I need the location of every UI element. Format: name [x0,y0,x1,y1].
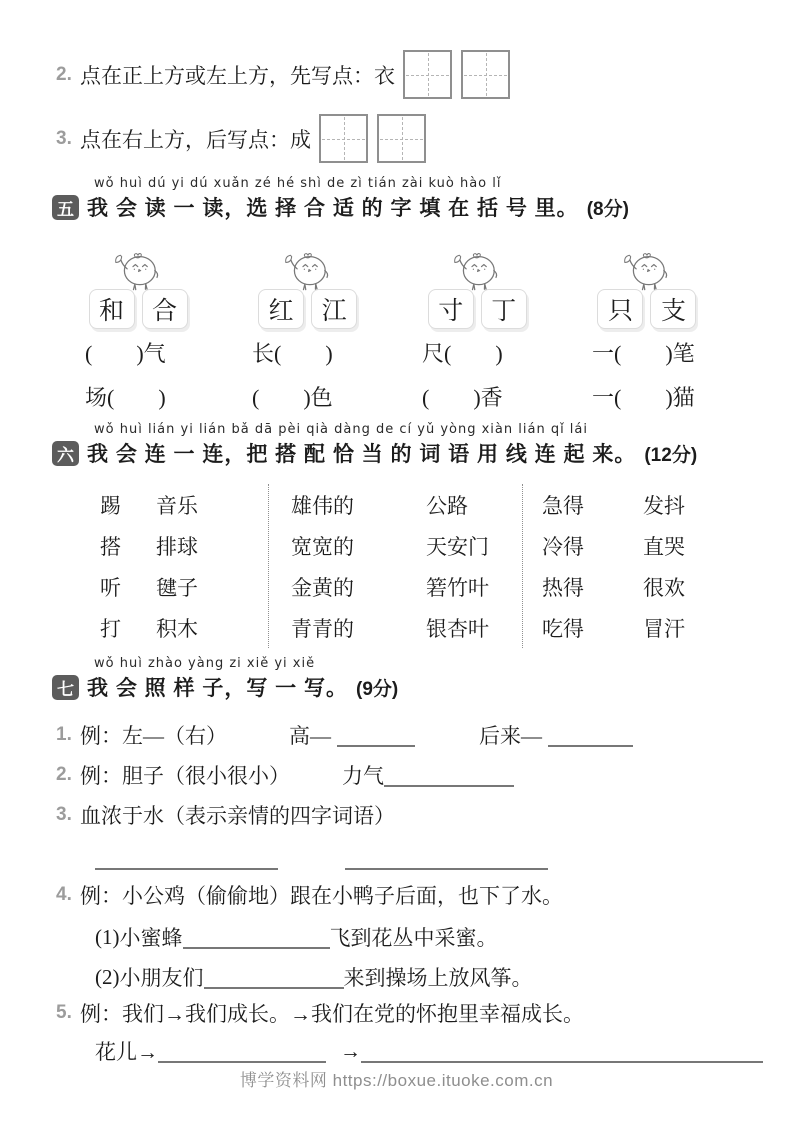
sub-label: (2) [95,964,120,989]
character-card: 丁 [481,289,527,329]
answer-blank [204,969,344,989]
fill-blank: 长( ) [252,340,333,366]
item-number: 4. [56,884,72,905]
exercise-item-4-sub-2 [0,960,793,994]
match-word: 积木 [156,616,198,641]
exercise-item-5 [0,996,793,1030]
writing-box [377,114,426,163]
fill-blank: 场( ) [85,384,166,410]
exercise-item-4 [0,878,793,912]
match-word: 排球 [156,534,198,559]
section-5-badge: 五 [52,195,79,220]
match-word: 踢 [100,493,121,518]
word-matching-table [58,484,745,648]
item-number: 1. [56,724,72,745]
match-word: 毽子 [156,575,198,600]
match-word: 天安门 [426,534,489,559]
match-word: 箬竹叶 [426,575,489,600]
match-word: 发抖 [643,493,685,518]
stroke-rule-text: 点在右上方，后写点：成 [80,127,311,152]
match-group-2 [268,484,522,648]
answer-blank [95,850,278,870]
section-7-header [0,656,793,702]
character-card: 红 [258,289,304,329]
example-text: 例：我们→我们成长。→我们在党的怀抱里幸福成长。 [80,1002,584,1026]
footer-watermark: 博学资料网 https://boxue.ituoke.com.cn [239,1071,554,1090]
match-word: 冷得 [542,534,584,559]
character-card: 寸 [428,289,474,329]
sentence-start: 小蜜蜂 [119,926,183,950]
stroke-rule-text: 点在正上方或左上方，先写点：衣 [80,63,395,88]
match-word: 热得 [542,575,584,600]
exercise-item-3 [0,798,793,832]
stroke-rule-item-2 [0,50,793,99]
section-7-pinyin: wǒ huì zhào yàng zi xiě yi xiě [94,656,316,671]
match-word: 吃得 [542,616,584,641]
match-word: 搭 [100,534,121,559]
exercise-item-2 [0,758,793,792]
sentence-end: 飞到花丛中采蜜。 [329,926,498,950]
item-number: 3. [56,804,72,825]
match-word: 音乐 [156,493,198,518]
match-word: 打 [100,616,121,641]
chick-icon [109,240,167,294]
character-group-1 [88,240,188,329]
match-group-3 [522,484,745,648]
match-word: 青青的 [291,616,354,641]
match-word: 急得 [542,493,584,518]
example-text: 例：左—（右） [80,724,227,748]
sub-label: (1) [95,924,120,949]
fill-blank: ( )色 [252,384,333,410]
answer-blank [345,850,548,870]
section-6-title: 我 会 连 一 连，把 搭 配 恰 当 的 词 语 用 线 连 起 来。 [87,443,637,466]
fill-blank: ( )香 [422,384,503,410]
sentence-start: 小朋友们 [119,966,204,990]
match-word: 银杏叶 [426,616,489,641]
fill-blank: 一( )猫 [592,384,695,410]
sentence-end: 来到操场上放风筝。 [343,966,533,990]
match-word: 宽宽的 [291,534,354,559]
chick-icon [618,240,676,294]
section-7-score: (9分) [356,678,399,700]
section-5-score: (8分) [586,198,629,220]
character-card: 合 [142,289,188,329]
character-choice-row [0,240,793,329]
fill-blank: ( )气 [85,340,166,366]
writing-box [461,50,510,99]
answer-blank [183,929,330,949]
section-7-title: 我 会 照 样 子，写 一 写。 [87,677,349,700]
section-5-title: 我 会 读 一 读，选 择 合 适 的 字 填 在 括 号 里。 [87,197,579,220]
answer-blank [337,727,415,747]
character-card: 江 [311,289,357,329]
example-text: 例：小公鸡（偷偷地）跟在小鸭子后面，也下了水。 [80,884,563,908]
section-6-badge: 六 [52,441,79,466]
prompt-text: 后来— [479,724,542,748]
answer-blank [384,767,514,787]
match-word: 金黄的 [291,575,354,600]
fill-bracket-grid [0,330,793,418]
character-group-4 [597,240,697,329]
section-6-pinyin: wǒ huì lián yi lián bǎ dā pèi qià dàng de cí yǔ yòng xiàn lián qǐ lái [94,422,589,437]
prompt-text: 花儿→ [95,1040,158,1064]
section-6-score: (12分) [644,444,698,466]
exercise-item-5-blanks [0,1036,793,1066]
match-word: 雄伟的 [291,493,354,518]
exercise-item-1 [0,718,793,752]
item-number: 2. [56,764,72,785]
chick-icon [279,240,337,294]
section-6-header [0,422,793,468]
question-text: 血浓于水（表示亲情的四字词语） [80,804,395,828]
answer-blank [361,1043,763,1063]
prompt-text: 高— [289,724,331,748]
character-group-3 [427,240,527,329]
answer-blank [158,1043,326,1063]
prompt-text: 力气 [342,764,384,788]
section-7-badge: 七 [52,675,79,700]
exercise-item-3-blanks [0,845,793,871]
character-card: 和 [89,289,135,329]
arrow-text: → [340,1038,361,1063]
character-card: 只 [597,289,643,329]
item-number: 5. [56,1002,72,1023]
writing-box [403,50,452,99]
character-group-2 [258,240,358,329]
stroke-rule-item-3 [0,114,793,163]
match-word: 很欢 [643,575,685,600]
match-word: 公路 [426,493,468,518]
example-text: 例：胆子（很小很小） [80,764,290,788]
writing-box-pair [403,50,510,99]
match-word: 冒汗 [643,616,685,641]
fill-blank: 尺( ) [422,340,503,366]
match-group-1 [58,484,268,648]
match-word: 直哭 [643,534,685,559]
character-card: 支 [650,289,696,329]
section-5-header [0,176,793,222]
answer-blank [548,727,633,747]
writing-box-pair [319,114,426,163]
item-number: 3. [56,127,72,149]
chick-icon [448,240,506,294]
fill-blank: 一( )笔 [592,340,695,366]
section-5-pinyin: wǒ huì dú yi dú xuǎn zé hé shì de zì tián zài kuò hào lǐ [94,176,502,191]
item-number: 2. [56,63,72,85]
match-word: 听 [100,575,121,600]
writing-box [319,114,368,163]
exercise-item-4-sub-1 [0,920,793,954]
